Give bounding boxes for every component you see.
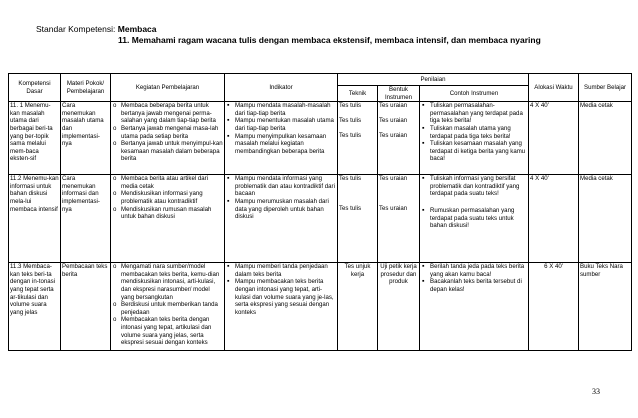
col-contoh: Contoh Instrumen [420, 86, 529, 102]
sumber-cell: Media cetak [579, 175, 632, 263]
standar-kompetensi-header [36, 24, 541, 46]
col-bentuk: Bentuk Instrumen [378, 86, 420, 102]
list-item: o Membaca beberapa berita untuk bertanya jawab mengenai perma-salahan yang dalam tiap-tiap berita [112, 102, 223, 125]
teknik-value: Tes tulis [339, 175, 362, 183]
col-kd: Kompetensi Dasar [9, 74, 61, 102]
bentuk-value: Tes uraian [379, 175, 408, 183]
col-teknik: Teknik [338, 86, 378, 102]
list-item: o Mendiskusikan informasi yang problematik atau kontradiktif [112, 190, 223, 205]
bentuk-cell [378, 175, 420, 263]
kd-cell: 11.2 Menemu-kan informasi untuk bahan diskusi mela-lui membaca intensif [9, 175, 61, 263]
list-item: ▪ Mampu menyimpulkan kesamaan masalah melalui kegiatan membandingkan beberapa berita [226, 133, 336, 156]
indikator-cell [225, 263, 338, 351]
contoh-cell [420, 175, 529, 263]
col-materi: Materi Pokok/ Pembelajaran [61, 74, 111, 102]
sumber-cell: Buku Teks Nara sumber [579, 263, 632, 351]
alokasi-cell: 4 X 40' [529, 102, 579, 175]
bentuk-value: Tes uraian [379, 117, 408, 125]
table-row [9, 175, 632, 263]
teknik-value: Tes tulis [339, 117, 362, 125]
indikator-cell [225, 102, 338, 175]
alokasi-cell: 4 X 40' [529, 175, 579, 263]
list-item: o Berdiskusi untuk memberikan tanda penjedaan [112, 301, 223, 316]
alokasi-cell: 6 X 40' [529, 263, 579, 351]
list-item: ▪ Rumuskan permasalahan yang terdapat pada suatu teks untuk bahan diskusi! [421, 207, 527, 230]
bentuk-cell: Uji petik kerja prosedur dan produk [378, 263, 420, 351]
sk-line2: 11. Memahami ragam wacana tulis dengan membaca ekstensif, membaca intensif, dan membaca nyaring [118, 35, 541, 45]
table-row [9, 102, 632, 175]
indikator-cell [225, 175, 338, 263]
kegiatan-cell [111, 263, 225, 351]
materi-cell: Cara menemukan masalah utama dan implementasi-nya [61, 102, 111, 175]
list-item: o Bertanya jawab mengenai masa-lah utama pada setiap berita [112, 125, 223, 140]
list-item: o Membaca berita atau artikel dari media cetak [112, 175, 223, 190]
bentuk-value: Tes uraian [379, 132, 408, 140]
list-item: ▪ Berilah tanda jeda pada teks berita yang akan kamu baca! [421, 263, 527, 278]
col-penilaian: Penilaian [338, 74, 529, 86]
col-sumber: Sumber Belajar [579, 74, 632, 102]
list-item: o Membacakan teks berita dengan intonasi yang tepat, artikulasi dan volume suara yang jelas, serta ekspresi sesuai dengan konteks [112, 316, 223, 346]
list-item: ▪ Mampu memberi tanda penjedaan dalam teks berita [226, 263, 336, 278]
col-kegiatan: Kegiatan Pembelajaran [111, 74, 225, 102]
list-item: o Bertanya jawab untuk menyimpul-kan kesamaan masalah dalam beberapa berita [112, 140, 223, 163]
teknik-cell [338, 175, 378, 263]
kd-cell: 11. 1 Menemu-kan masalah utama dari berbagai beri-ta yang ber-topik sama melalui mem-baca eksten-sif [9, 102, 61, 175]
teknik-cell: Tes unjuk kerja [338, 263, 378, 351]
col-alokasi: Alokasi Waktu [529, 74, 579, 102]
table-row [9, 263, 632, 351]
syllabus-table [8, 73, 632, 351]
sumber-cell: Media cetak [579, 102, 632, 175]
list-item: ▪ Mampu mendata masalah-masalah dari tiap-tiap berita [226, 102, 336, 117]
list-item: ▪ Tuliskan masalah utama yang terdapat pada tiga teks berita! [421, 125, 527, 140]
list-item: ▪ Tuliskah informasi yang bersifat problematik dan kontradiktif yang terdapat pada suatu teks! [421, 175, 527, 198]
kegiatan-cell [111, 102, 225, 175]
list-item: ▪ Mampu menentukan masalah utama dari tiap-tiap berita [226, 117, 336, 132]
list-item: ▪ Bacakanlah teks berita tersebut di depan kelas! [421, 278, 527, 293]
contoh-cell [420, 102, 529, 175]
materi-cell: Pembacaan teks berita [61, 263, 111, 351]
page-number: 33 [592, 387, 600, 396]
teknik-cell [338, 102, 378, 175]
bentuk-value: Tes uraian [379, 204, 408, 212]
sk-label: Standar Kompetensi: [36, 24, 116, 34]
col-indikator: Indikator [225, 74, 338, 102]
teknik-value: Tes tulis [339, 132, 362, 140]
sk-value: Membaca [117, 24, 157, 34]
list-item: ▪ Mampu mendata informasi yang problematik dan atau kontradiktif dari bacaan [226, 175, 336, 198]
list-item: ▪ Tuliskan permasalahan-permasalahan yang terdapat pada tiga teks berita! [421, 102, 527, 125]
kd-cell: 11.3 Membaca-kan teks beri-ta dengan in-tonasi yang tepat serta ar-tikulasi dan volume suara yang jelas [9, 263, 61, 351]
list-item: ▪ Mampu merumuskan masalah dari data yang diperoleh untuk bahan diskusi [226, 198, 336, 221]
list-item: o Mendiskusikan rumusan masalah untuk bahan diskusi [112, 206, 223, 221]
kegiatan-cell [111, 175, 225, 263]
list-item: ▪ Tuliskan kesamaan masalah yang terdapat di ketiga berita yang kamu baca! [421, 140, 527, 163]
bentuk-cell [378, 102, 420, 175]
contoh-cell [420, 263, 529, 351]
teknik-value: Tes tulis [339, 204, 362, 212]
list-item: ▪ Mampu membacakan teks berita dengan intonasi yang tepat, arti-kulasi dan volume suara yang je-las, serta ekspresi yang sesuai dengan konteks [226, 278, 336, 316]
list-item: o Mengamati nara sumber/model membacakan teks berita, kemu-dian mendiskusikan intonasi, arti-kulasi, dan ekspresi narasumber/ model yang bersangkutan [112, 263, 223, 301]
materi-cell: Cara menemukan informasi dan implementasi-nya [61, 175, 111, 263]
teknik-value: Tes tulis [339, 102, 362, 110]
bentuk-value: Tes uraian [379, 102, 408, 110]
